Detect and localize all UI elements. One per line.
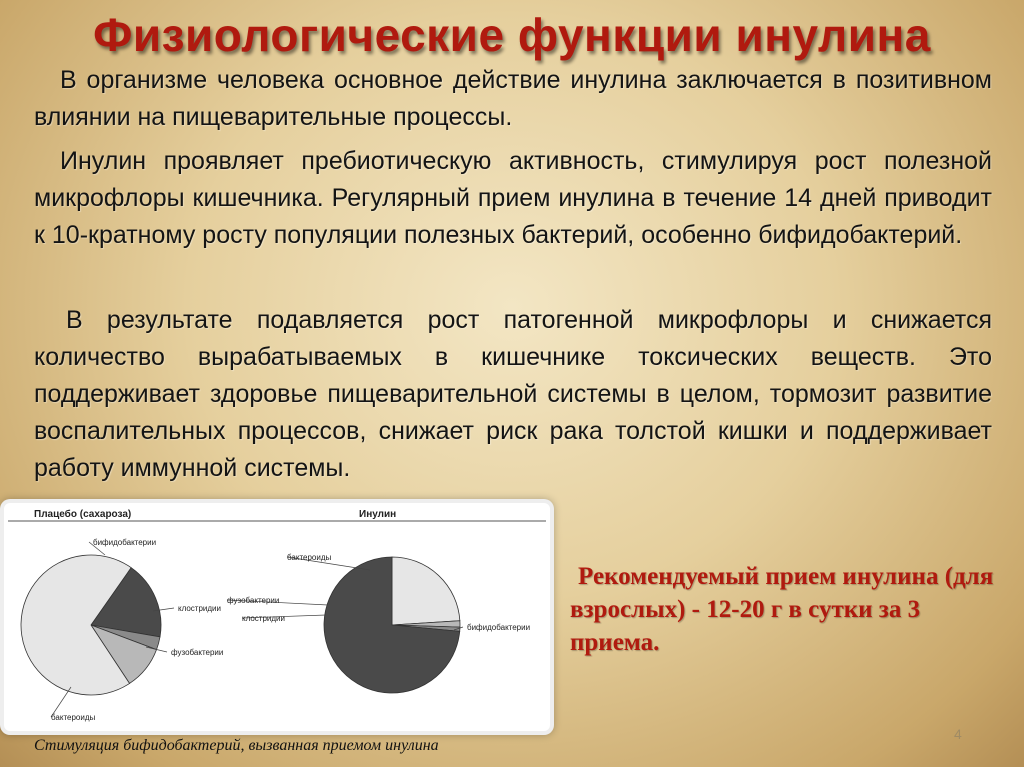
pie-label: клостридии	[178, 604, 221, 613]
paragraph-2-text: Инулин проявляет пребиотическую активность, стимулируя рост полезной микрофлоры кишечника. Регулярный прием инулина в течение 14 дней приводит к 10-кратному росту популяции полезных бактерий, особенно бифидобактерий.	[34, 147, 992, 249]
slide-title: Физиологические функции инулина	[93, 9, 931, 61]
pie-label: бифидобактерии	[93, 538, 157, 547]
pie-label: фузобактерии	[171, 648, 224, 657]
page-number: 4	[954, 726, 962, 742]
pie-label: бифидобактерии	[467, 623, 531, 632]
pie-label: бактерoиды	[51, 713, 96, 722]
pie-slice	[392, 557, 460, 625]
paragraph-3-text: В результате подавляется рост патогенной микрофлоры и снижается количество вырабатываемых в кишечнике токсических веществ. Это поддерживает здоровье пищеварительной системы в целом, тормозит развитие воспалительных процессов, снижает риск рака толстой кишки и поддерживает работу иммунной системы.	[34, 306, 992, 482]
paragraph-1	[34, 62, 992, 136]
pie-title-placebo: Плацебо (сахароза)	[34, 509, 132, 520]
paragraph-1-text: В организме человека основное действие инулина заключается в позитивном влиянии на пищеварительные процессы.	[34, 66, 992, 131]
recommendation-text	[570, 560, 1000, 659]
pie-charts-figure	[4, 503, 550, 731]
pie-title-inulin: Инулин	[359, 509, 397, 520]
pie-label: бактероиды	[287, 553, 332, 562]
figure-caption: Стимуляция бифидобактерий, вызванная приемом инулина	[34, 737, 439, 754]
paragraph-2	[34, 143, 992, 254]
pie-label: клостридии	[242, 614, 285, 623]
recommendation-text-body: Рекомендуемый прием инулина (для взрослых) - 12-20 г в сутки за 3 приема.	[570, 563, 994, 656]
pie-charts-svg	[4, 503, 550, 731]
pie-label: фузобактерии	[227, 596, 280, 605]
paragraph-3	[34, 302, 992, 487]
